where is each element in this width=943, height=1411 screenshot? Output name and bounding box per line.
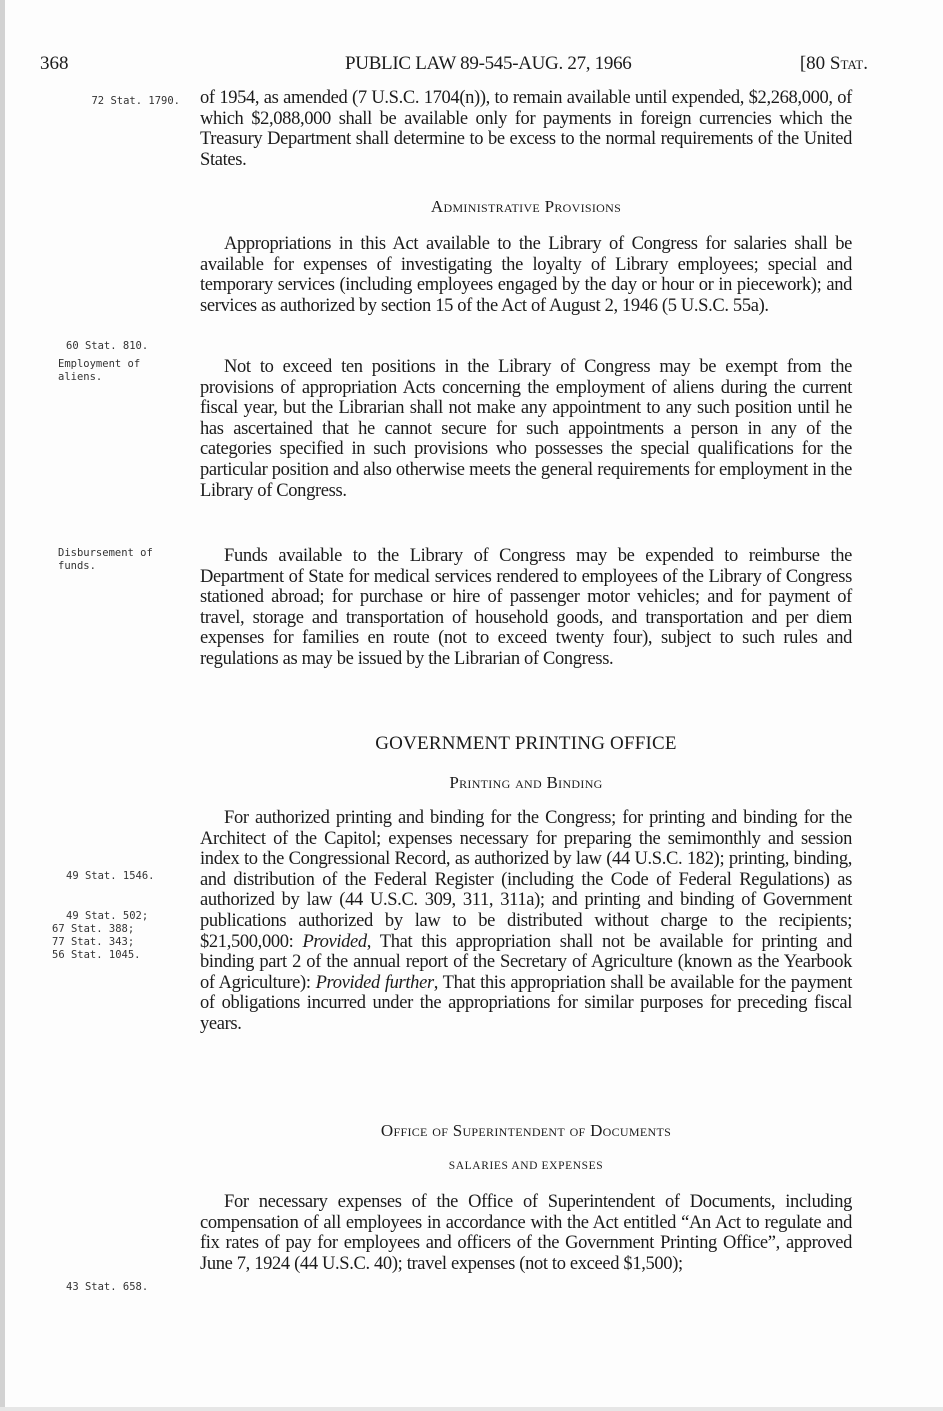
gpo-paragraph — [200, 808, 852, 1035]
margin-note-56-stat-1045: 56 Stat. 1045. — [52, 949, 141, 961]
gpo-text-part3: , That this appropriation shall be available for the payment of obligations incurred under the appropriations for similar purposes for preceding fiscal years. — [200, 972, 852, 1034]
gpo-heading: GOVERNMENT PRINTING OFFICE — [375, 733, 677, 754]
superintendent-heading: Office of Superintendent of Documents — [380, 1121, 672, 1140]
margin-note-43-stat: 43 Stat. 658. — [66, 1281, 149, 1293]
gpo-paragraph-block — [200, 808, 852, 1035]
margin-note-72-stat: 72 Stat. 1790. — [91, 95, 180, 107]
volume-reference: [80 Stat. — [799, 53, 868, 74]
admin-paragraph-aliens: Not to exceed ten positions in the Library of Congress may be exempt from the provisions of appropriation Acts concerning the employment of aliens during the current fiscal year, but the Librarian shall not make any appointment to any such position until he has ascertained that he cannot secure for such appointments a person in any of the categories specified in such provisions who possesses the special qualifications for the particular position and also otherwise meets the general requirements for employment in the Library of Congress. — [200, 357, 852, 501]
admin-paragraph-2-block — [200, 357, 852, 501]
opening-paragraph: of 1954, as amended (7 U.S.C. 1704(n)), to remain available until expended, $2,268,000, of which $2,088,000 shall be available only for payments in foreign currencies which the Treasury Department shall determine to be excess to the normal requirements of the United States. — [200, 88, 852, 170]
margin-note-67-stat-388: 67 Stat. 388; — [52, 923, 135, 935]
margin-note-60-stat: 60 Stat. 810. — [66, 340, 149, 352]
opening-paragraph-block — [200, 88, 852, 170]
gpo-text-part2: , That this appropriation shall not be available for printing and binding part 2 of the annual report of the Secretary of Agriculture (known as the Yearbook of Agriculture): — [200, 931, 852, 993]
page-number: 368 — [40, 53, 69, 74]
gpo-provided-further: Provided further — [315, 972, 434, 993]
margin-note-stat-group — [52, 910, 172, 962]
margin-note-disbursement-funds: Disbursement of funds. — [58, 547, 153, 572]
margin-note-77-stat-343: 77 Stat. 343; — [52, 936, 135, 948]
admin-paragraph-3-block — [200, 546, 852, 670]
page-header — [40, 53, 868, 77]
margin-note-employment-aliens: Employment of aliens. — [58, 358, 141, 383]
admin-paragraph-1-block — [200, 234, 852, 316]
superintendent-paragraph: For necessary expenses of the Office of Superintendent of Documents, including compensation of all employees in accordance with the Act entitled “An Act to regulate and fix rates of pay for employees and officers of the Government Printing Office”, approved June 7, 1924 (44 U.S.C. 40); travel expenses (not to exceed $1,500); — [200, 1192, 852, 1274]
superintendent-paragraph-block — [200, 1192, 852, 1274]
admin-paragraph-funds: Funds available to the Library of Congress may be expended to reimburse the Department of State for medical services rendered to employees of the Library of Congress stationed abroad; for purchase or hire of passenger motor vehicles; and for payment of travel, storage and transportation of household goods, and transportation and per diem expenses for families en route (not to exceed twenty four), subject to such rules and regulations as may be issued by the Librarian of Congress. — [200, 546, 852, 669]
gpo-provided: Provided — [302, 931, 367, 952]
printing-binding-subheading: Printing and Binding — [449, 773, 603, 792]
running-title: PUBLIC LAW 89-545-AUG. 27, 1966 — [345, 53, 632, 74]
margin-note-49-stat-502: 49 Stat. 502; — [66, 910, 149, 922]
salaries-expenses-subheading: SALARIES AND EXPENSES — [448, 1160, 604, 1172]
margin-note-49-stat-1546: 49 Stat. 1546. — [66, 870, 155, 882]
gpo-text-part1: For authorized printing and binding for the Congress; for printing and binding for the Architect of the Capitol; expenses necessary for preparing the semimonthly and session index to the Congressional Record, as authorized by law (44 U.S.C. 182); printing, binding, and distribution of the Federal Register (including the Code of Federal Regulations) as authorized by law (44 U.S.C. 309, 311, 311a); and printing and binding of Government publications authorized by law to be distributed without charge to the recipients; $21,500,000: — [200, 808, 852, 952]
administrative-provisions-heading: Administrative Provisions — [430, 197, 622, 216]
admin-paragraph-loyalty: Appropriations in this Act available to the Library of Congress for salaries shall be available for expenses of investigating the loyalty of Library employees; special and temporary services (including employees engaged by the day or hour or in piecework); and services as authorized by section 15 of the Act of August 2, 1946 (5 U.S.C. 55a). — [200, 234, 852, 316]
